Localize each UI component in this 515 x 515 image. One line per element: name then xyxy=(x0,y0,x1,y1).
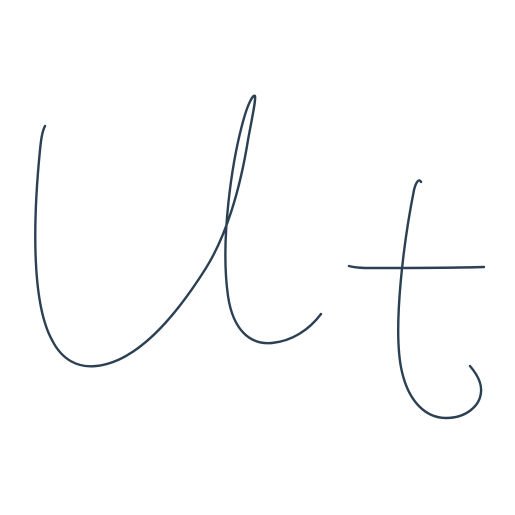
letter-t-crossbar xyxy=(349,266,484,268)
handwritten-letter-t xyxy=(349,180,484,418)
letter-u-main-stroke xyxy=(35,96,321,367)
letter-t-stem xyxy=(398,180,481,418)
handwritten-letter-u xyxy=(35,96,321,367)
